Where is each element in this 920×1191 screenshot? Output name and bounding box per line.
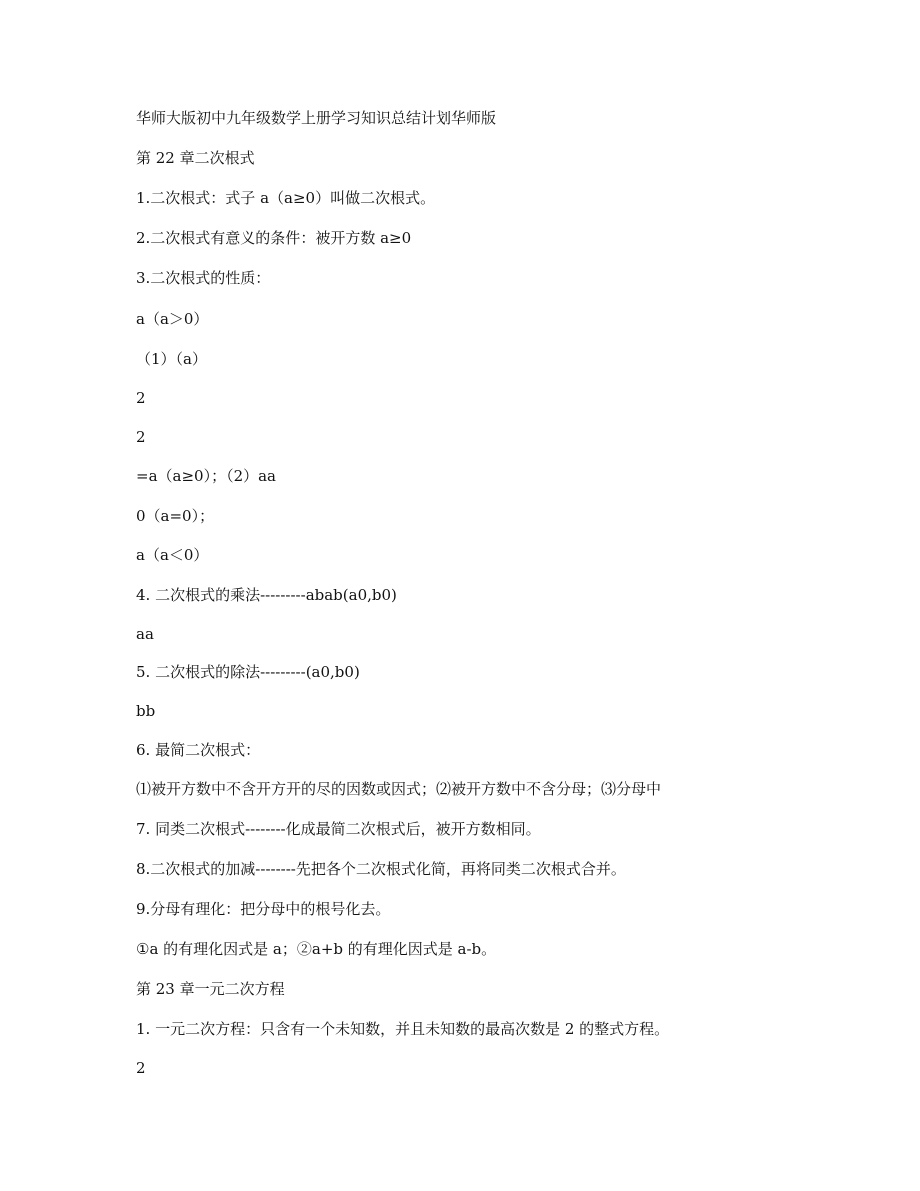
text-line: a（a＜0） [136, 546, 209, 564]
text-line: 3.二次根式的性质： [136, 269, 271, 287]
text-line: 1.二次根式：式子 a（a≥0）叫做二次根式。 [136, 189, 436, 207]
text-line: 2.二次根式有意义的条件：被开方数 a≥0 [136, 229, 412, 247]
text-line: 6. 最简二次根式： [136, 741, 261, 759]
document-title: 华师大版初中九年级数学上册学习知识总结计划华师版 [136, 109, 497, 127]
text-line: 2 [136, 389, 146, 407]
text-line: =a（a≥0）；（2）aa [136, 467, 276, 485]
text-line: 8.二次根式的加减--------先把各个二次根式化简，再将同类二次根式合并。 [136, 860, 626, 878]
text-line: 4. 二次根式的乘法---------abab(a0,b0) [136, 586, 397, 604]
chapter-heading: 第 23 章一元二次方程 [136, 980, 285, 998]
text-line: 0（a=0）； [136, 507, 215, 525]
text-line: a（a＞0） [136, 310, 209, 328]
text-line: 2 [136, 428, 146, 446]
text-line: 1. 一元二次方程：只含有一个未知数，并且未知数的最高次数是 2 的整式方程。 [136, 1020, 670, 1038]
text-line: ①a 的有理化因式是 a；②a+b 的有理化因式是 a-b。 [136, 940, 497, 958]
text-line: ⑴被开方数中不含开方开的尽的因数或因式；⑵被开方数中不含分母；⑶分母中 [136, 780, 662, 798]
text-line: 9.分母有理化：把分母中的根号化去。 [136, 900, 391, 918]
text-line: aa [136, 625, 154, 643]
chapter-heading: 第 22 章二次根式 [136, 149, 255, 167]
text-line: （1）（a） [136, 350, 207, 368]
text-line: 5. 二次根式的除法---------(a0,b0) [136, 663, 360, 681]
text-line: 2 [136, 1059, 146, 1077]
text-line: 7. 同类二次根式--------化成最简二次根式后，被开方数相同。 [136, 820, 541, 838]
text-line: bb [136, 702, 156, 720]
